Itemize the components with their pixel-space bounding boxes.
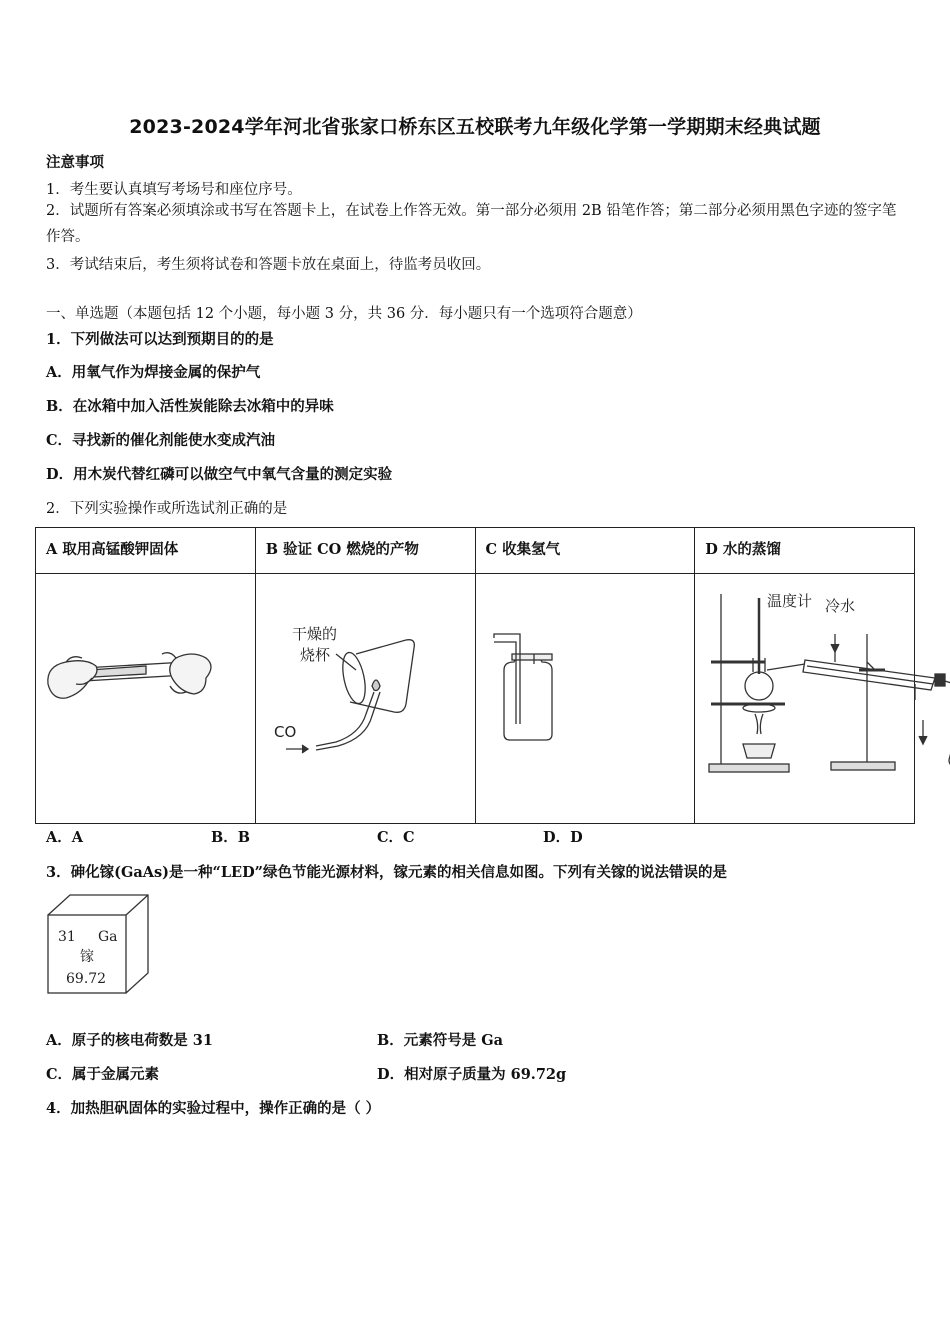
question-1-stem: 1．下列做法可以达到预期目的的是	[46, 331, 274, 348]
note-item: 3．考试结束后，考生须将试卷和答题卡放在桌面上，待监考员收回。	[46, 257, 491, 273]
gas-collection-bottle-figure	[476, 574, 665, 823]
question-1-option-c: C．寻找新的催化剂能使水变成汽油	[46, 432, 276, 449]
page-title: 2023-2024学年河北省张家口桥东区五校联考九年级化学第一学期期末经典试题	[129, 116, 821, 138]
notes-heading: 注意事项	[46, 154, 104, 171]
question-3-option-d: D．相对原子质量为 69.72g	[377, 1066, 567, 1083]
question-4-stem: 4．加热胆矾固体的实验过程中，操作正确的是（ ）	[46, 1100, 381, 1117]
section-heading: 一、单选题（本题包括 12 个小题，每小题 3 分，共 36 分．每小题只有一个选项符合题意）	[46, 306, 642, 322]
test-tube-hands-figure	[36, 574, 225, 823]
element-name: 镓	[80, 949, 94, 965]
question-2-stem: 2．下列实验操作或所选试剂正确的是	[46, 501, 288, 517]
note-item: 1．考生要认真填写考场号和座位序号。	[46, 182, 302, 198]
question-3-option-b: B．元素符号是 Ga	[377, 1032, 504, 1049]
table-header-b: B 验证 CO 燃烧的产物	[255, 528, 475, 574]
figure-b-cell	[255, 574, 475, 824]
distillation-apparatus-figure	[695, 574, 950, 823]
element-symbol: Ga	[98, 929, 118, 945]
question-3-option-a: A．原子的核电荷数是 31	[46, 1032, 213, 1049]
table-header-d: D 水的蒸馏	[695, 528, 915, 574]
note-item: 2．试题所有答案必须填涂或书写在答题卡上，在试卷上作答无效。第一部分必须用 2B 铅笔作答；第二部分必须用黑色字迹的签字笔作答。	[46, 203, 897, 245]
question-1-option-a: A．用氧气作为焊接金属的保护气	[46, 364, 261, 381]
beaker-label-line2: 烧杯	[299, 646, 330, 664]
thermometer-label: 温度计	[767, 592, 813, 610]
cold-water-label: 冷水	[825, 597, 856, 615]
element-mass: 69.72	[66, 971, 107, 987]
figure-c-cell	[475, 574, 695, 824]
co-gas-label: CO	[273, 723, 297, 741]
experiment-table	[35, 527, 915, 824]
element-card	[46, 893, 156, 997]
table-header-a: A 取用高锰酸钾固体	[36, 528, 256, 574]
question-2-choice-b: B．B	[211, 829, 251, 846]
figure-a-cell	[36, 574, 256, 824]
co-combustion-figure	[256, 574, 445, 823]
element-number: 31	[58, 929, 76, 945]
beaker-label-line1: 干燥的	[291, 625, 337, 643]
question-2-choice-c: C．C	[377, 829, 415, 846]
question-1-option-b: B．在冰箱中加入活性炭能除去冰箱中的异味	[46, 398, 334, 415]
question-2-choice-d: D．D	[543, 829, 583, 846]
figure-d-cell	[695, 574, 915, 824]
table-header-c: C 收集氢气	[475, 528, 695, 574]
question-2-choice-a: A．A	[46, 829, 84, 846]
question-1-option-d: D．用木炭代替红磷可以做空气中氧气含量的测定实验	[46, 466, 393, 483]
question-3-option-c: C．属于金属元素	[46, 1066, 160, 1083]
question-3-stem: 3．砷化镓(GaAs)是一种“LED”绿色节能光源材料，镓元素的相关信息如图。下列有关镓的说法错误的是	[46, 864, 728, 881]
